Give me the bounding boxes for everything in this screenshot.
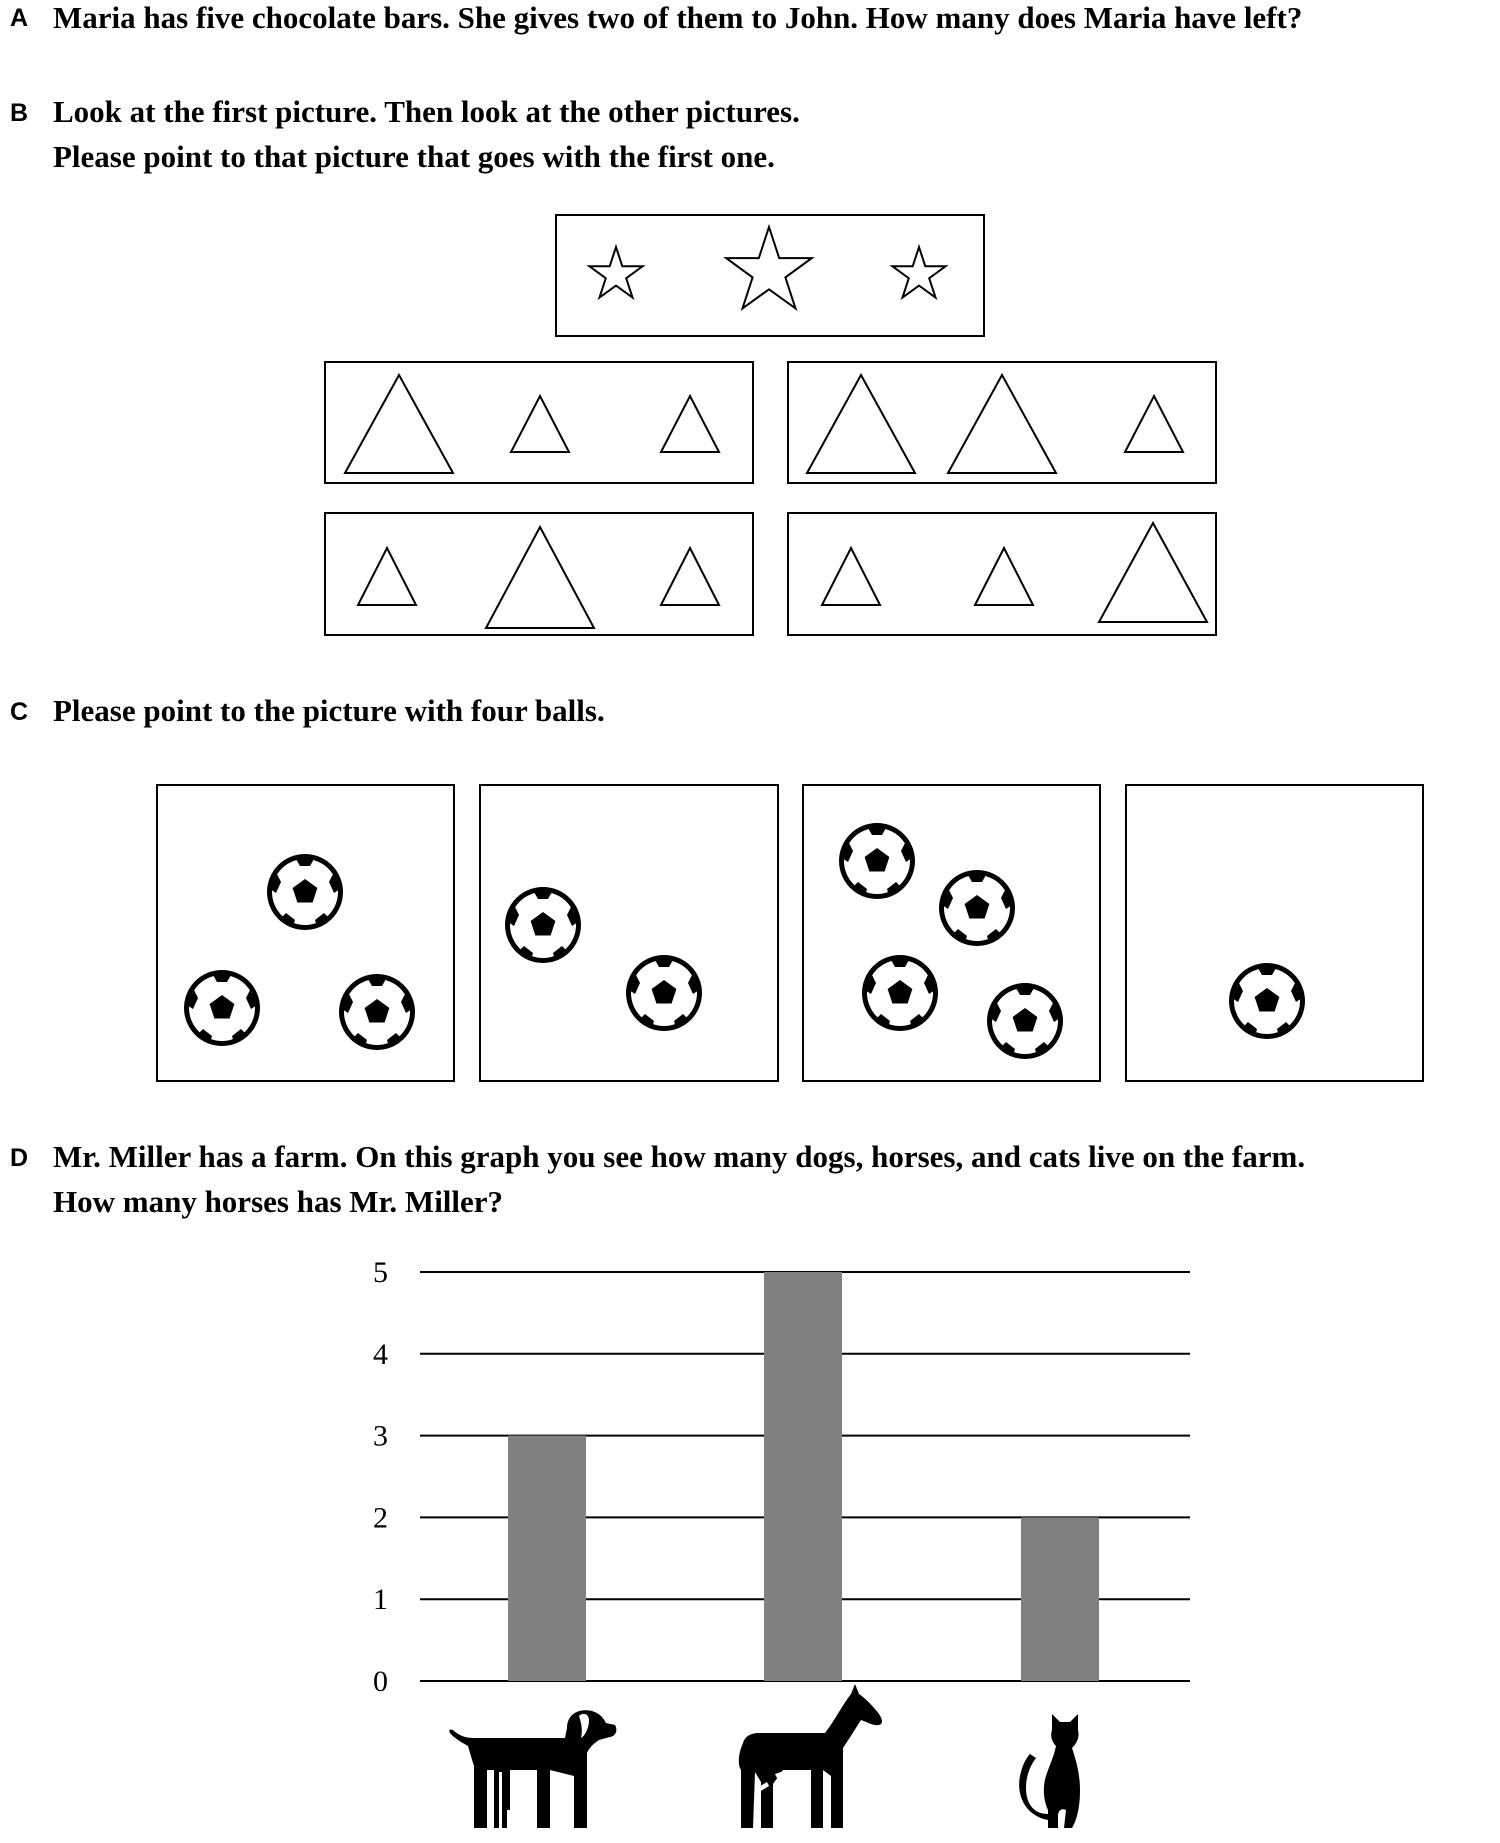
question-c-text: Please point to the picture with four balls. bbox=[53, 693, 605, 728]
question-c-letter: C bbox=[10, 698, 29, 726]
question-b-line1: Look at the first picture. Then look at the other pictures. bbox=[53, 94, 800, 129]
chart-category-icons bbox=[449, 1684, 1080, 1828]
cat-icon bbox=[1019, 1714, 1080, 1828]
bar-cat bbox=[1021, 1517, 1099, 1681]
question-b-line2: Please point to that picture that goes with the first one. bbox=[53, 139, 775, 174]
question-b-letter: B bbox=[10, 99, 29, 127]
y-tick-label: 5 bbox=[373, 1256, 388, 1289]
y-tick-label: 4 bbox=[373, 1337, 388, 1371]
y-tick-label: 3 bbox=[373, 1419, 388, 1453]
question-d-line2: How many horses has Mr. Miller? bbox=[53, 1184, 504, 1219]
dog-icon bbox=[449, 1710, 616, 1828]
question-d-letter: D bbox=[10, 1144, 29, 1172]
chart-y-ticks bbox=[373, 1256, 388, 1698]
question-a-letter: A bbox=[10, 4, 29, 32]
y-tick-label: 1 bbox=[373, 1583, 388, 1617]
question-a-text: Maria has five chocolate bars. She gives two of them to John. How many does Maria have left? bbox=[53, 0, 1303, 35]
bar-dog bbox=[508, 1436, 586, 1681]
chart-bars bbox=[508, 1272, 1099, 1681]
y-tick-label: 2 bbox=[373, 1501, 388, 1535]
bar-horse bbox=[764, 1272, 842, 1681]
question-d-line1: Mr. Miller has a farm. On this graph you see how many dogs, horses, and cats live on the farm. bbox=[53, 1139, 1306, 1174]
y-tick-label: 0 bbox=[373, 1665, 388, 1698]
horse-icon bbox=[739, 1684, 882, 1828]
